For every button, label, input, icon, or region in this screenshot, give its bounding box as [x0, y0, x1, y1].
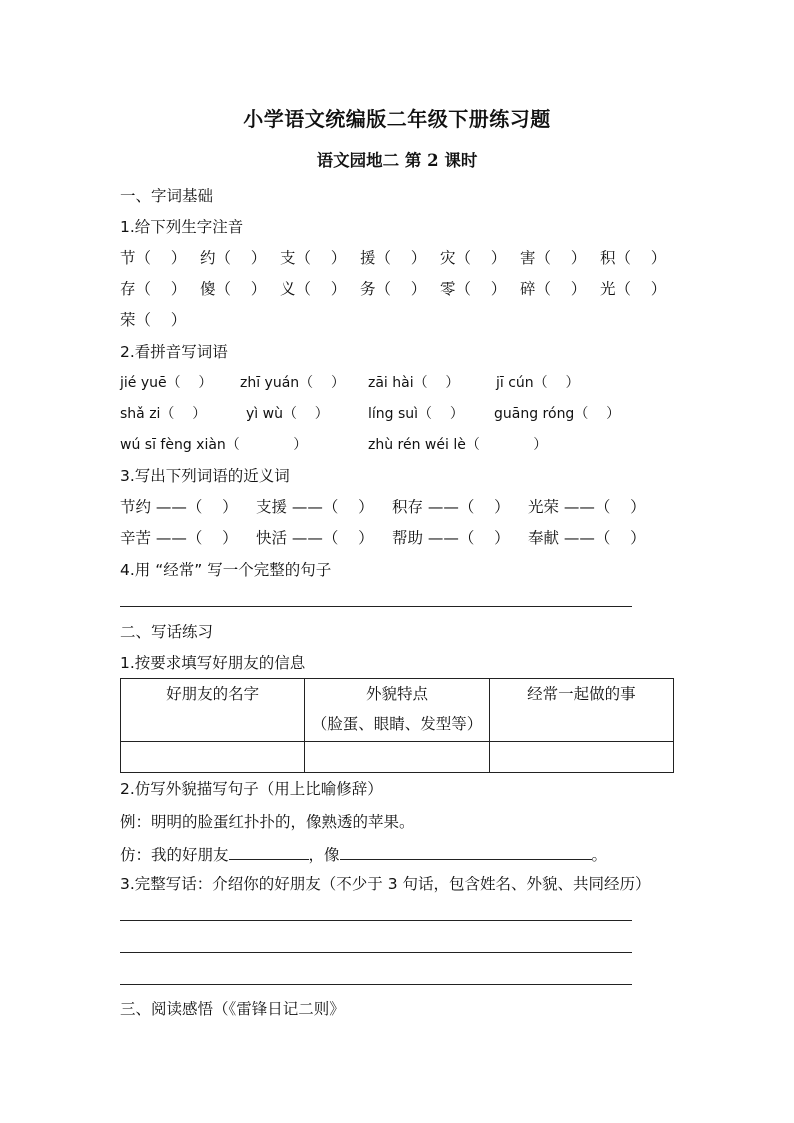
q3-item: 积存 ——（ ）: [392, 498, 510, 516]
page-title: 小学语文统编版二年级下册练习题: [243, 107, 551, 131]
q1-item: 援（ ）: [360, 249, 427, 267]
q2-item: jī cún（ ）: [496, 375, 580, 391]
q1-item: 碎（ ）: [520, 280, 587, 298]
q2-item: zhī yuán（ ）: [240, 375, 345, 391]
q1-item: 节（ ）: [120, 249, 187, 267]
q3-item: 支援 ——（ ）: [256, 498, 374, 516]
q1-item: 灾（ ）: [440, 249, 507, 267]
table-header-row: [121, 679, 674, 742]
section3-heading: 三、阅读感悟（《雷锋日记二则》: [120, 1000, 345, 1018]
q2-item: wú sī fèng xiàn（ ）: [120, 437, 308, 453]
q3-item: 奉献 ——（ ）: [528, 529, 646, 547]
q1-item: 傻（ ）: [200, 280, 267, 298]
q1-item: 约（ ）: [200, 249, 267, 267]
section1-heading: 一、字词基础: [120, 187, 214, 205]
answer-line[interactable]: [120, 984, 632, 985]
q1-item: 害（ ）: [520, 249, 587, 267]
q1-item: 务（ ）: [360, 280, 427, 298]
blank-simile[interactable]: [340, 843, 592, 860]
table-header-activity: 经常一起做的事: [489, 679, 673, 742]
section2-heading: 二、写话练习: [120, 623, 214, 641]
q2-item: zāi hài（ ）: [368, 375, 460, 391]
answer-line[interactable]: [120, 920, 632, 921]
table-input-appearance[interactable]: [305, 742, 489, 773]
q1-item: 存（ ）: [120, 280, 187, 298]
s2-q1-label: 1.按要求填写好朋友的信息: [120, 654, 306, 672]
example-sentence: 例：明明的脸蛋红扑扑的，像熟透的苹果。: [120, 813, 415, 831]
friend-info-table: [120, 678, 674, 773]
q1-item: 积（ ）: [600, 249, 667, 267]
q1-item: 荣（ ）: [120, 311, 187, 329]
q1-label: 1.给下列生字注音: [120, 218, 244, 236]
table-input-activity[interactable]: [489, 742, 673, 773]
table-header-name: 好朋友的名字: [121, 679, 305, 742]
q1-item: 光（ ）: [600, 280, 667, 298]
q3-item: 辛苦 ——（ ）: [120, 529, 238, 547]
q2-item: zhù rén wéi lè（ ）: [368, 437, 548, 453]
answer-line[interactable]: [120, 952, 632, 953]
page-subtitle: 语文园地二 第 2 课时: [316, 151, 478, 170]
q1-item: 义（ ）: [280, 280, 347, 298]
table-input-name[interactable]: [121, 742, 305, 773]
q3-item: 节约 ——（ ）: [120, 498, 238, 516]
table-row: [121, 742, 674, 773]
q1-item: 支（ ）: [280, 249, 347, 267]
imitate-sentence: 仿：我的好朋友 ，像 。: [120, 843, 607, 865]
s2-q3-label: 3.完整写话：介绍你的好朋友（不少于 3 句话，包含姓名、外貌、共同经历）: [120, 875, 651, 893]
q2-label: 2.看拼音写词语: [120, 343, 228, 361]
blank-friend[interactable]: [229, 843, 309, 860]
q2-item: guāng róng（ ）: [494, 406, 621, 422]
table-header-appearance: 外貌特点 （脸蛋、眼睛、发型等）: [305, 679, 489, 742]
q2-item: yì wù（ ）: [246, 406, 329, 422]
q2-item: jié yuē（ ）: [120, 375, 213, 391]
q2-item: shǎ zi（ ）: [120, 406, 207, 422]
q3-label: 3.写出下列词语的近义词: [120, 467, 290, 485]
q3-item: 帮助 ——（ ）: [392, 529, 510, 547]
q1-item: 零（ ）: [440, 280, 507, 298]
q3-item: 快活 ——（ ）: [256, 529, 374, 547]
answer-line[interactable]: [120, 606, 632, 607]
q4-label: 4.用 “经常” 写一个完整的句子: [120, 561, 332, 579]
q3-item: 光荣 ——（ ）: [528, 498, 646, 516]
s2-q2-label: 2.仿写外貌描写句子（用上比喻修辞）: [120, 780, 383, 798]
q2-item: líng suì（ ）: [368, 406, 464, 422]
